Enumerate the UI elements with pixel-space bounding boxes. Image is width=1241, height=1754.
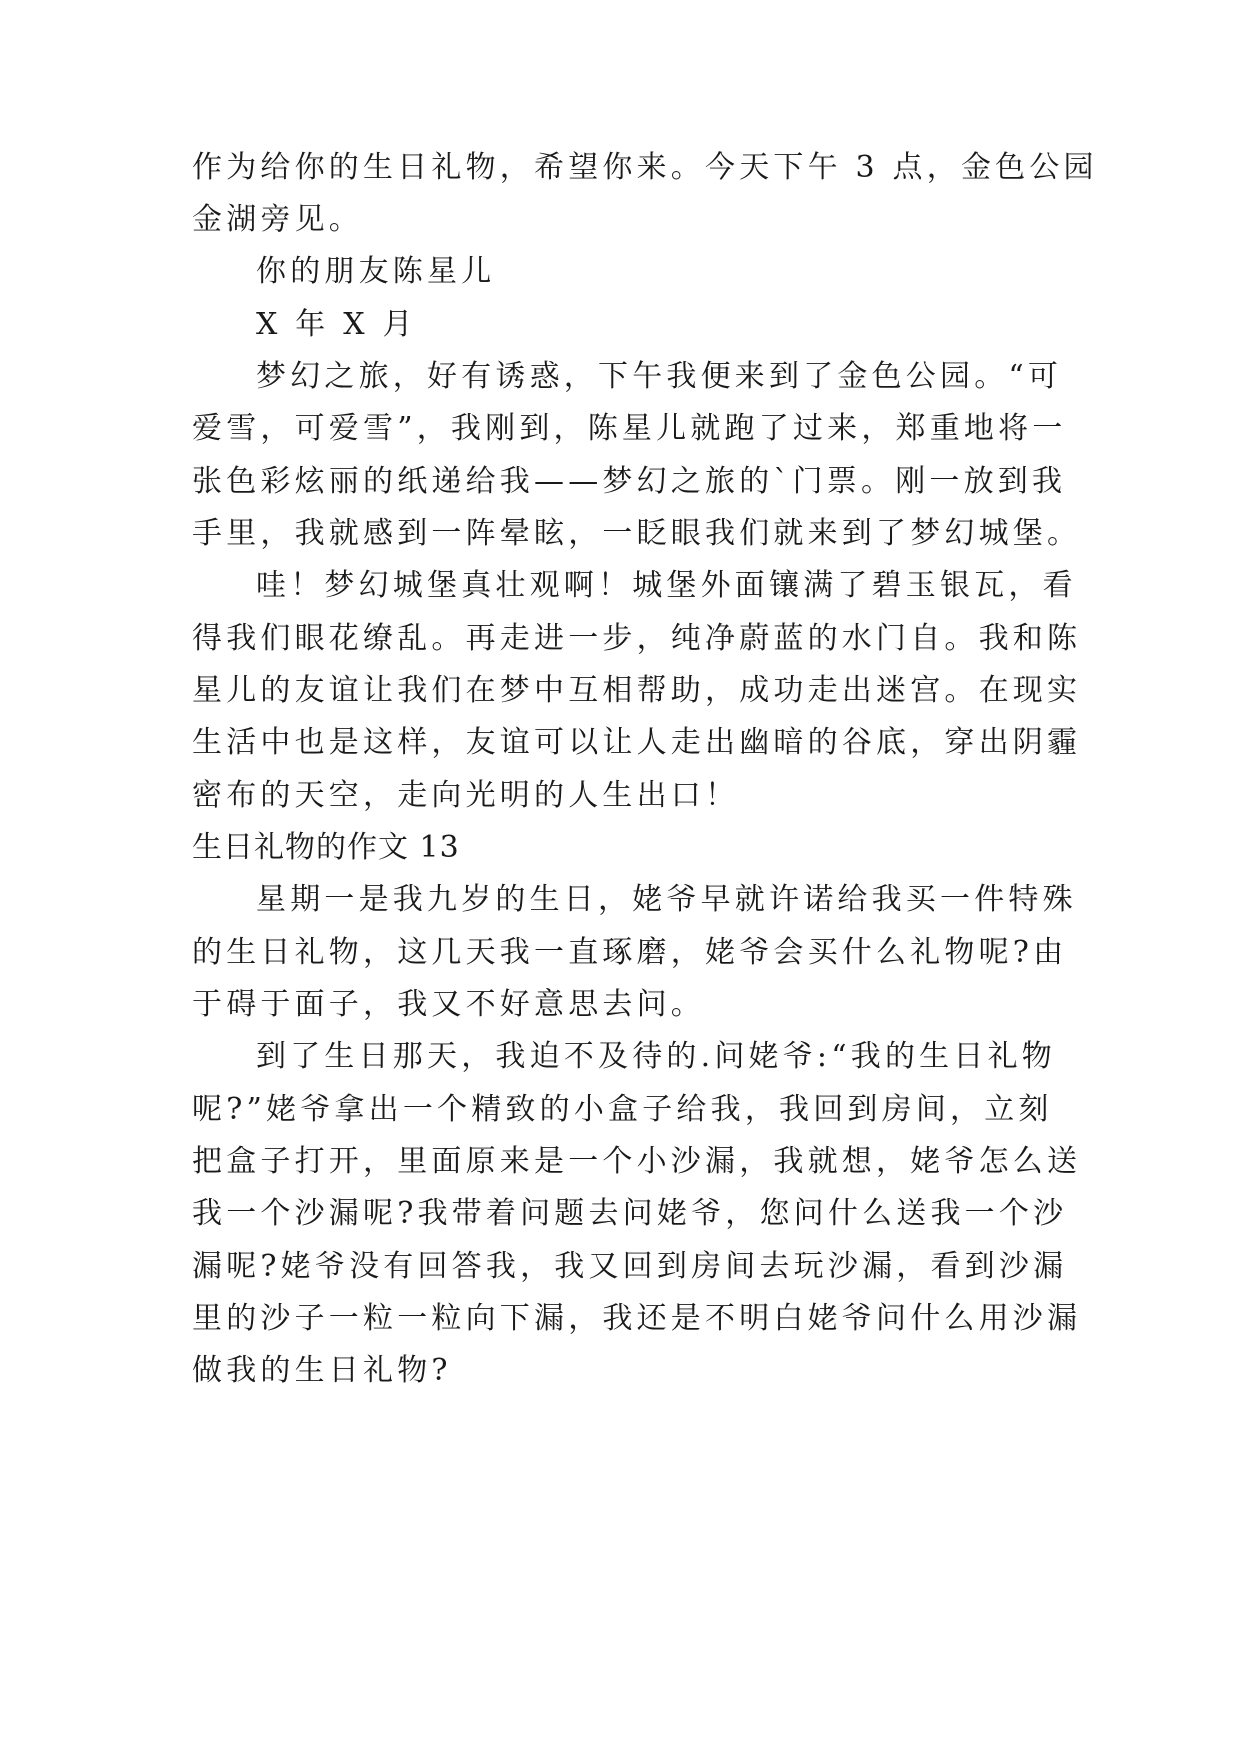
signature-name: 你的朋友陈星儿 (256, 254, 496, 289)
text-line: 做我的生日礼物? (192, 1353, 452, 1388)
text-line: 爱雪，可爱雪”，我刚到，陈星儿就跑了过来，郑重地将一 (192, 411, 1067, 446)
text-line: 于碍于面子，我又不好意思去问。 (192, 987, 705, 1022)
paragraph-start: 哇！梦幻城堡真壮观啊！城堡外面镶满了碧玉银瓦，看 (256, 568, 1077, 603)
section-heading: 生日礼物的作文 13 (192, 830, 460, 865)
text-line: 把盒子打开，里面原来是一个小沙漏，我就想，姥爷怎么送 (192, 1144, 1082, 1179)
text-line: 呢?”姥爷拿出一个精致的小盒子给我，我回到房间，立刻 (192, 1092, 1053, 1127)
paragraph-start: 梦幻之旅，好有诱惑，下午我便来到了金色公园。“可 (256, 359, 1063, 394)
signature-date: X 年 X 月 (256, 307, 417, 342)
paragraph-start: 星期一是我九岁的生日，姥爷早就许诺给我买一件特殊 (256, 882, 1077, 917)
text-line: 漏呢?姥爷没有回答我，我又回到房间去玩沙漏，看到沙漏 (192, 1249, 1068, 1284)
text-line: 手里，我就感到一阵晕眩，一眨眼我们就来到了梦幻城堡。 (192, 516, 1082, 551)
text-line: 金湖旁见。 (192, 202, 363, 237)
text-line: 的生日礼物，这几天我一直琢磨，姥爷会买什么礼物呢?由 (192, 935, 1068, 970)
text-line: 星儿的友谊让我们在梦中互相帮助，成功走出迷宫。在现实 (192, 673, 1082, 708)
text-line: 里的沙子一粒一粒向下漏，我还是不明白姥爷问什么用沙漏 (192, 1301, 1082, 1336)
text-line: 生活中也是这样，友谊可以让人走出幽暗的谷底，穿出阴霾 (192, 725, 1082, 760)
text-line: 作为给你的生日礼物，希望你来。今天下午 3 点，金色公园 (192, 150, 1098, 185)
text-line: 得我们眼花缭乱。再走进一步，纯净蔚蓝的水门自。我和陈 (192, 621, 1082, 656)
text-line: 张色彩炫丽的纸递给我——梦幻之旅的`门票。刚一放到我 (192, 464, 1067, 499)
paragraph-start: 到了生日那天，我迫不及待的.问姥爷:“我的生日礼物 (256, 1039, 1056, 1074)
text-line: 我一个沙漏呢?我带着问题去问姥爷，您问什么送我一个沙 (192, 1196, 1068, 1231)
text-line: 密布的天空，走向光明的人生出口！ (192, 778, 740, 813)
